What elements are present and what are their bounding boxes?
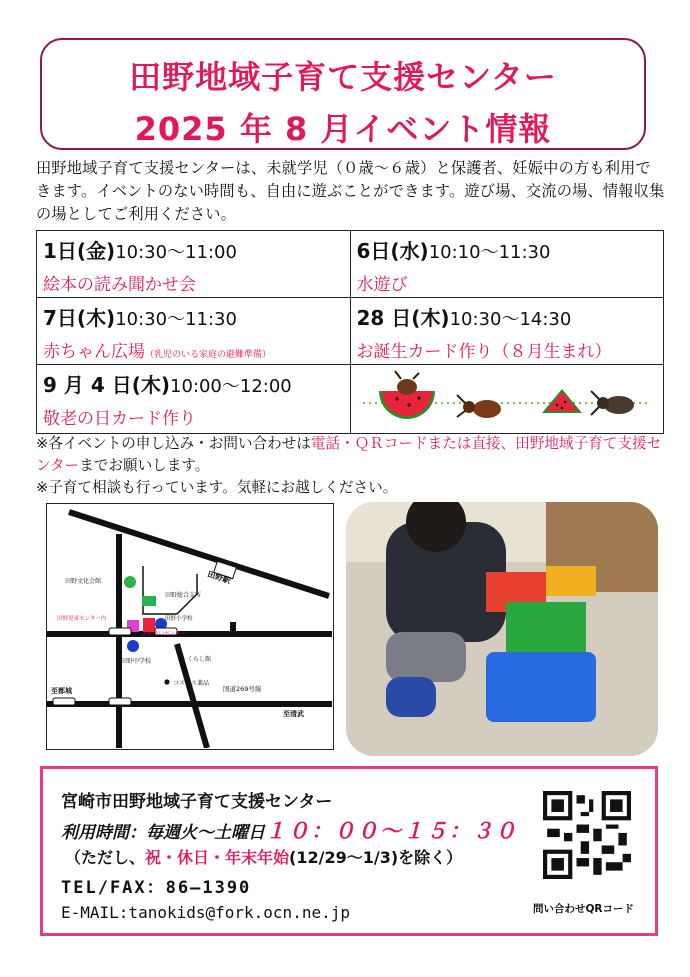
map-label-fureai: ふれあいセンター bbox=[142, 631, 186, 637]
event-name: 絵本の読み聞かせ会 bbox=[43, 275, 196, 295]
event-time: 10:30～14:30 bbox=[449, 309, 572, 330]
event-weekday: (木) bbox=[76, 306, 116, 330]
decoration-cell bbox=[350, 365, 664, 434]
closed-days bbox=[65, 845, 462, 868]
title-box bbox=[40, 38, 646, 150]
map-label-to-kiyotake: 至清武 bbox=[283, 710, 304, 718]
event-cell bbox=[37, 298, 351, 365]
access-map bbox=[46, 503, 334, 750]
closed-text: （ただし、 bbox=[65, 848, 146, 867]
watermelon-icon bbox=[379, 391, 435, 419]
hours-label: 利用時間：毎週火～土曜日 bbox=[61, 823, 265, 843]
note-text: までお願いします。 bbox=[79, 457, 210, 474]
event-weekday: (木) bbox=[131, 373, 171, 397]
qr-code-label: 問い合わせQRコード bbox=[533, 903, 635, 915]
photo-illustration bbox=[346, 502, 658, 756]
watermelon-beetle-decoration bbox=[357, 369, 657, 427]
event-cell bbox=[37, 231, 351, 298]
event-name: 赤ちゃん広場 bbox=[43, 342, 145, 362]
email-address[interactable]: E-MAIL:tanokids@fork.ocn.ne.jp bbox=[61, 903, 350, 922]
event-time: 10:30～11:30 bbox=[115, 309, 237, 330]
event-name: 敬老の日カード作り bbox=[43, 409, 196, 429]
event-time: 10:10～11:30 bbox=[428, 242, 551, 263]
map-label-culture-hall: 田野文化会館 bbox=[65, 578, 102, 585]
closed-text: (12/29～1/3)を除く） bbox=[289, 848, 463, 867]
map-label-route: 国道269号線 bbox=[223, 685, 262, 693]
event-name: 水遊び bbox=[356, 275, 408, 295]
beetle-icon bbox=[591, 391, 634, 415]
opening-hours bbox=[61, 815, 518, 845]
event-day: 6日 bbox=[356, 239, 391, 263]
center-info-box bbox=[40, 766, 658, 936]
event-time: 10:30～11:00 bbox=[115, 242, 237, 263]
event-cell bbox=[350, 231, 664, 298]
map-label-junior-high: 田野中学校 bbox=[121, 658, 152, 665]
hours-time: １０：００～１５：３０ bbox=[265, 819, 518, 843]
event-subnote: （乳児のいる家庭の避難準備） bbox=[145, 350, 272, 360]
event-name: お誕生カード作り（８月生まれ） bbox=[356, 342, 612, 362]
watermelon-icon bbox=[542, 389, 582, 413]
map-label-elementary: 田野小学校 bbox=[165, 616, 193, 622]
event-day: 1日 bbox=[43, 239, 77, 263]
event-weekday: (金) bbox=[76, 239, 116, 263]
note-line-2: ※子育て相談も行っています。気軽にお越しください。 bbox=[36, 479, 398, 496]
page-title: 田野地域子育て支援センター bbox=[129, 58, 557, 96]
event-time: 10:00～12:00 bbox=[170, 376, 292, 397]
events-table bbox=[36, 230, 664, 434]
page-subtitle: 2025 年 8 月イベント情報 bbox=[134, 110, 552, 148]
map-label-cosmos: コスモス薬品 bbox=[173, 680, 210, 687]
note-text: ※各イベントの申し込み・お問い合わせは bbox=[36, 435, 311, 452]
child-playing-photo bbox=[346, 502, 658, 756]
map-label-center: 田野児童センター内 bbox=[57, 616, 107, 622]
qr-code-icon[interactable] bbox=[543, 791, 631, 879]
event-weekday: (水) bbox=[390, 239, 429, 263]
beetle-icon bbox=[457, 395, 501, 418]
closed-highlight: 祝・休日・年末年始 bbox=[145, 848, 290, 867]
event-day: 9 月 4 日 bbox=[43, 373, 132, 397]
map-label-station: 田野駅 bbox=[206, 569, 232, 586]
event-weekday: (木) bbox=[411, 306, 450, 330]
map-label-to-miyakonojo: 至都城 bbox=[51, 687, 72, 695]
phone-fax: TEL/FAX：86―1390 bbox=[61, 878, 252, 898]
event-cell bbox=[350, 298, 664, 365]
event-day: 28 日 bbox=[356, 306, 412, 330]
map-label-kurashi: くらし館 bbox=[187, 656, 212, 663]
note-line-1 bbox=[36, 433, 666, 477]
map-label-general-office: 田野総合支所 bbox=[165, 592, 202, 599]
center-name: 宮崎市田野地域子育て支援センター bbox=[61, 792, 333, 812]
notes bbox=[36, 433, 666, 499]
event-day: 7日 bbox=[43, 306, 77, 330]
intro-text: 田野地域子育て支援センターは、未就学児（０歳～６歳）と保護者、妊娠中の方も利用できます。イベントのない時間も、自由に遊ぶことができます。遊び場、交流の場、情報収集の場としてご利用ください。 bbox=[36, 159, 665, 223]
note-highlight: 電話・ＱＲコードまたは直接、田野地域子育て支援センター bbox=[36, 435, 662, 474]
event-cell bbox=[37, 365, 351, 434]
